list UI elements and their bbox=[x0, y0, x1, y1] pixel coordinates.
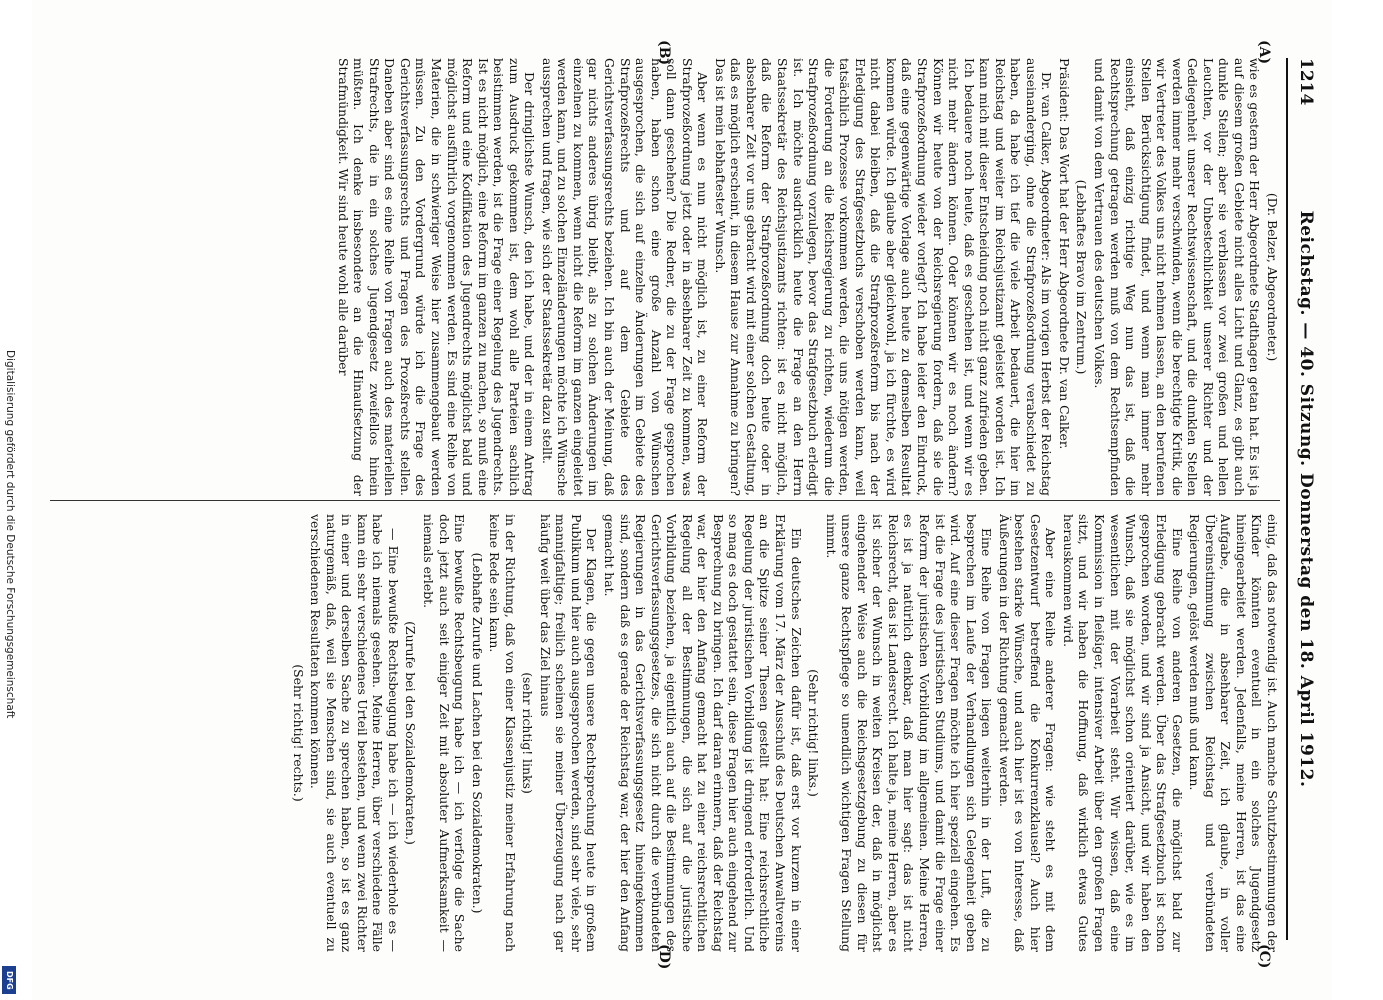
running-title: Reichstag. — 40. Sitzung. Donnerstag den 18. April 1912. bbox=[1296, 210, 1316, 788]
header-rule bbox=[1286, 58, 1288, 940]
paragraph: wie es gestern der Herr Abgeordnete Stadthagen getan hat. Es ist ja auf diesem großen Gebiete nicht alles Licht und Glanz, es gibt auch dunkle Stellen; aber sie verblassen vor zwei großen und hellen Leuchten, vor der Unbestechlichkeit unserer Richter und der Gediegenheit unserer Rechtswissenschaft, und die dunklen Stellen werden immer mehr verschwinden, wenn die berechtigte Kritik, die wir Vertreter des Volkes uns nicht nehmen lassen, an den berufenen Stellen Berücksichtigung findet, und wenn man immer mehr einsieht, daß einzig richtige Weg nun das ist, daß die Rechtsprechung getragen werden muß von dem Rechtsempfinden und damit von dem Vertrauen des deutschen Volkes. bbox=[1091, 58, 1263, 496]
interjection: (Dr. Belzer, Abgeordneter.) bbox=[1265, 192, 1280, 362]
paragraph: Dr. van Calker, Abgeordneter: Als im vorigen Herbst der Reichstag auseinanderging, ohne die Strafprozeßordnung verabschiedet zu haben, da habe ich tief die viele Arbeit bedauert, die hier im Reichstag und weiter im Reichsjustizamt geleistet worden ist. Ich kann mich mit dieser Entscheidung noch nicht ganz zufrieden geben. Ich bedauere noch heute, daß es geschehen ist, und wenn wir es nicht mehr ändern können. Oder können wir es noch ändern? Können wir heute von der Reichsregierung fordern, daß sie die Strafprozeßordnung wieder vorlegt? Ich habe leider den Eindruck, daß eine gegenwärtige Vorlage auch heute zu demselben Resultat kommen würde. Ich glaube aber gleichwohl, ja ich fürchte, es wird nicht dabei bleiben, daß die Strafprozeßreform bis nach der Erledigung des Strafgesetzbuchs verschoben werden kann, weil tatsächlich Prozesse vorkommen werden, die uns nötigen werden, die Forderung an die Reichsregierung zu richten, wiederum die Strafprozeßordnung vorzulegen, bevor das Strafgesetzbuch erledigt ist. Ich möchte ausdrücklich heute die Frage an den Herrn Staatssekretär des Reichsjustizamts richten: ist es nicht möglich, daß die Reform der Strafprozeßordnung doch heute oder in absehbarer Zeit vor uns gebracht wird mit einer solchen Gestaltung, daß es möglich erscheint, in diesem Hause zur Annahme zu bringen? Das ist mein lebhaftester Wunsch. bbox=[712, 58, 1055, 496]
page-header bbox=[1290, 58, 1320, 940]
interjection: (Sehr richtig! rechts.) bbox=[290, 664, 306, 802]
left-column bbox=[42, 58, 1280, 496]
paragraph: in der Richtung, daß von einer Klassenjustiz meiner Erfahrung nach keine Rede sein kann. bbox=[487, 514, 518, 952]
interjection: (Sehr richtig! links.) bbox=[806, 669, 822, 797]
interjection: (sehr richtig! links) bbox=[520, 672, 536, 794]
margin-marker-c: (C) bbox=[1256, 944, 1272, 969]
paragraph: Ein deutsches Zeichen dafür ist, daß erst vor kurzem in einer Erklärung vom 17. März der Ausschuß des Deutschen Anwaltvereins an die Spitze seiner Thesen gestellt hat: Eine reichsrechtliche Regelung der juristischen Vorbildung ist dringend erforderlich. Und so mag es doch gestattet sein, diese Fragen hier auch eingehend zur Besprechung zu bringen. Ich darf daran erinnern, daß der Reichstag war, der hier den Anfang gemacht hat zu einer reichsrechtlichen Regelung all der Bestimmungen, die sich auf die juristische Vorbildung beziehen, ja eigentlich auch auf die Bestimmungen des Gerichtsverfassungsgesetzes, die sich nicht durch die verbündeten Regierungen in das Gerichtsverfassungsgesetz hineingekommen sind, sondern daß es gerade der Reichstag war, der hier den Anfang gemacht hat. bbox=[602, 514, 804, 952]
paragraph: Eine Reihe von Fragen liegen weiterhin in der Luft, die zu besprechen im Laufe der Verhandlungen sich Gelegenheit geben wird. Auf eine dieser Fragen möchte ich hier speziell eingehen. Es ist die Frage des juristischen Studiums, und damit die Frage einer Reform der juristischen Vorbildung im allgemeinen. Meine Herren, es ist ja natürlich denkbar, daß man hier sagt: das ist nicht Reichsrecht, das ist Landesrecht. Ich halte ja, meine Herren, aber es ist sicher der Wunsch in weiten Kreisen der, daß in möglichst eingehender Weise auch die Reichsgesetzgebung zu diesen für unsere ganze Rechtspflege so unendlich wichtigen Fragen Stellung nimmt. bbox=[823, 514, 995, 952]
right-column bbox=[42, 514, 1280, 952]
margin-marker-b: (B) bbox=[656, 40, 672, 66]
margin-marker-d: (D) bbox=[656, 944, 672, 970]
interjection: (Zurufe bei den Sozialdemokraten.) bbox=[403, 621, 419, 845]
paragraph: einig, daß das notwendig ist. Auch manche Schutzbestimmungen der Kinder könnten eventuell in ein solches Jugendgesetz hineingearbeitet werden. Jedenfalls, meine Herren, ist das eine Aufgabe, die in absehbarer Zeit, ich glaube, in voller Übereinstimmung zwischen Reichstag und verbündeten Regierungen, gelöst werden muß und kann. bbox=[1187, 514, 1280, 952]
interjection: (Lebhafte Zurufe und Lachen bei den Sozialdemokraten.) bbox=[469, 552, 485, 914]
digitization-credit bbox=[0, 350, 18, 1000]
paragraph: Eine bewußte Rechtsbeugung habe ich — ich verfolge die Sache doch jetzt auch seit einiger Zeit mit absoluter Aufmerksamkeit — niemals erlebt. bbox=[421, 514, 468, 952]
paragraph: — Eine bewußte Rechtsbeugung habe ich — ich wiederhole es — habe ich niemals gesehen. Meine Herren, über verschiedene Fälle kann ein sehr verschiedenes Urteil bestehen, und wenn zwei Richter in einer und derselben Sache zu sprechen haben, so ist es ganz naturgemäß, daß, weil sie Menschen sind, sie auch eventuell zu verschiedenen Resultaten kommen können. bbox=[308, 514, 401, 952]
interjection: (Lebhaftes Bravo im Zentrum.) bbox=[1074, 179, 1090, 375]
paragraph: Präsident: Das Wort hat der Herr Abgeordnete Dr. van Calker. bbox=[1056, 58, 1072, 450]
page-number: 1214 bbox=[1296, 58, 1316, 106]
dfg-logo: DFG bbox=[2, 966, 16, 994]
paragraph: Aber wenn es nun nicht möglich ist, zu einer Reform der Strafprozeßordnung jetzt oder in absehbarer Zeit zu kommen, was soll dann geschehen? Die Redner, die zu der Frage gesprochen haben, haben schon eine große Anzahl von Wünschen ausgesprochen, die sich auf einzelne Änderungen im Gebiete des Strafprozeßrechts und auf dem Gebiete des Gerichtsverfassungsrechts beziehen. Ich bin auch der Meinung, daß gar nichts anderes übrig bleibt, als zu solchen Änderungen im einzelnen zu kommen, wenn nicht die Reform im ganzen eingeleitet werden kann, und zu solchen Einzeländerungen möchte ich Wünsche aussprechen und fragen, wie sich der Staatssekretär dazu stellt. bbox=[539, 58, 711, 496]
margin-marker-a: (A) bbox=[1256, 40, 1272, 65]
document-page bbox=[32, 0, 1332, 1000]
paragraph: Der Klagen, die gegen unsere Rechtsprechung heute in großem Publikum und hier auch ausgesprochen werden, sind sehr viele, sehr mannigfaltige; freilich scheinen sie meiner Überzeugung nach gar häufig weit über das Ziel hinaus bbox=[537, 514, 600, 952]
column-divider bbox=[50, 500, 1280, 501]
paragraph: Aber eine Reihe anderer Fragen: wie steht es mit dem Gesetzentwurf betreffend die Konkurrenzklausel? Auch hier bestehen starke Wünsche, und auch hier ist es von Interesse, daß Äußerungen in der Richtung gemacht werden. bbox=[996, 514, 1059, 952]
credit-text: Digitalisierung gefördert durch die Deutsche Forschungsgemeinschaft bbox=[4, 350, 16, 719]
paragraph: Der dringlichste Wunsch, den ich habe, und der in einem Antrag zum Ausdruck gekommen ist, dem wohl alle Parteien sachlich beistimmen werden, ist die Frage einer Regelung des Jugendrechts. Ist es nicht möglich, eine Reform im ganzen zu machen, so muß eine Reform und eine Kodifikation des Jugendrechts möglichst bald und möglichst ausführlich vorgenommen werden. Es sind eine Reihe von Materien, die in schwieriger Weise hier zusammengebaut werden müssen. Zu den Vordergrund würde ich die Frage des Gerichtsverfassungsrechts und Fragen des Prozeßrechts stellen. Daneben aber sind es eine Reihe von Fragen auch des materiellen Strafrechts, die in ein solches Jugendgesetz zweifellos hinein müßten. Ich denke insbesondere an die Hinaufsetzung der Strafmündigkeit. Wir sind heute wohl alle darüber bbox=[335, 58, 538, 496]
paragraph: Eine Reihe von anderen Gesetzen, die möglichst bald zur Erledigung gebracht werden. Über das Strafgesetzbuch ist schon gesprochen worden, und wir sind ja Ansicht, und wir haben den Wunsch, daß sie möglichst schon orientiert darüber, wie es im wesentlichen mit der Vorarbeit steht. Wir wissen, daß eine Kommission in fleißiger, intensiver Arbeit über den großen Fragen sitzt, und wir haben die Hoffnung, daß wirklich etwas Gutes herauskommen wird. bbox=[1060, 514, 1185, 952]
